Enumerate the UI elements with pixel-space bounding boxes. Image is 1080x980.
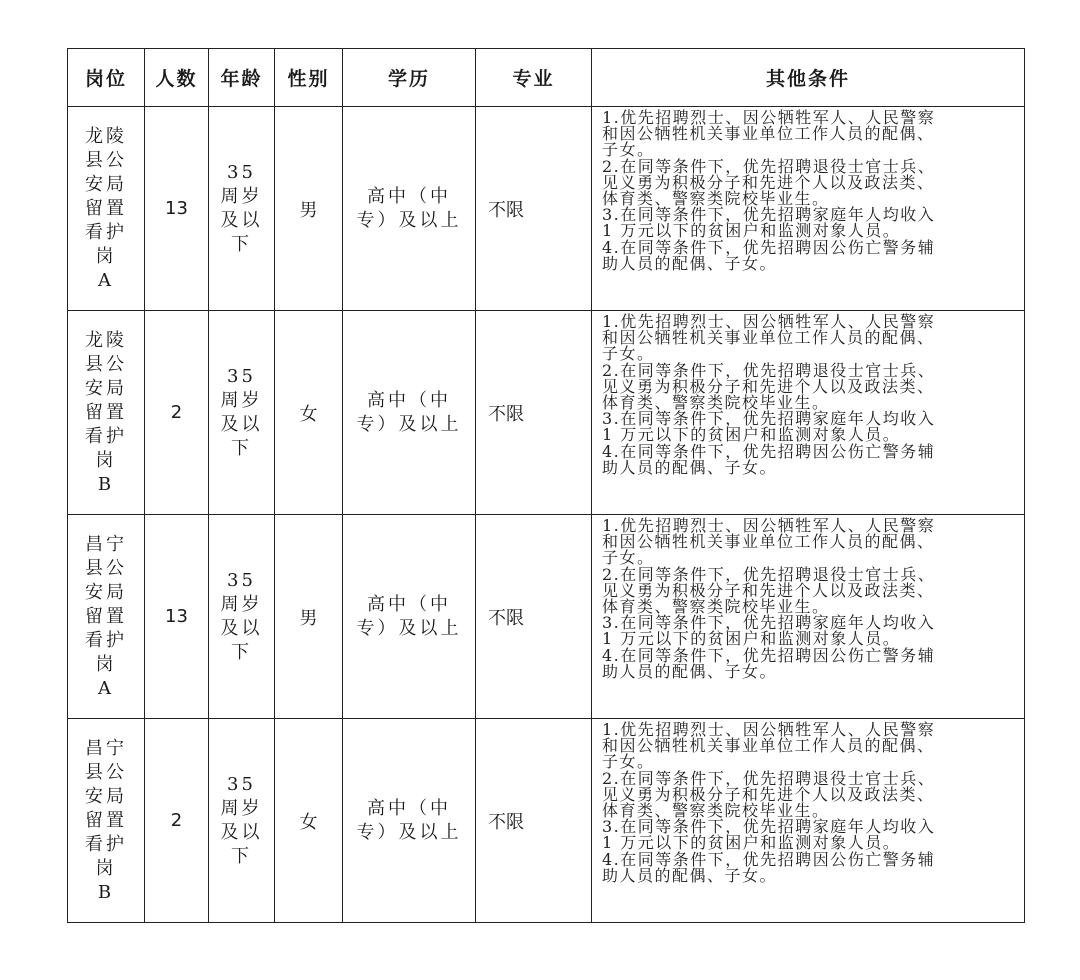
- condition-line: 1 万元以下的贫困户和监测对象人员。: [602, 629, 901, 649]
- gender-cell: [275, 107, 343, 311]
- education-cell: [343, 515, 476, 719]
- count-cell: [145, 107, 209, 311]
- post-name: 昌宁县公安局留置看护岗 A: [85, 533, 127, 699]
- condition-line: 4.在同等条件下，优先招聘因公伤亡警务辅: [602, 645, 936, 665]
- condition-line: 和因公牺牲机关事业单位工作人员的配偶、: [602, 736, 935, 756]
- education-requirement: 高中（中专）及以上: [356, 185, 462, 231]
- major-cell: [476, 515, 592, 719]
- post-cell: [68, 515, 145, 719]
- header-education: 学历: [343, 49, 476, 107]
- gender-value: 女: [299, 811, 318, 833]
- age-cell: [209, 719, 275, 923]
- condition-line: 见义勇为积极分子和先进个人以及政法类、: [602, 172, 935, 192]
- conditions-cell: [592, 515, 1025, 719]
- count-value: 13: [165, 198, 188, 219]
- condition-line: 和因公牺牲机关事业单位工作人员的配偶、: [602, 124, 935, 144]
- count-value: 13: [165, 606, 188, 627]
- gender-cell: [275, 515, 343, 719]
- condition-line: 助人员的配偶、子女。: [602, 253, 778, 273]
- condition-line: 3.在同等条件下，优先招聘家庭年人均收入: [602, 205, 936, 225]
- education-requirement: 高中（中专）及以上: [356, 389, 462, 435]
- education-cell: [343, 107, 476, 311]
- education-requirement: 高中（中专）及以上: [356, 593, 462, 639]
- condition-line: 2.在同等条件下，优先招聘退役士官士兵、: [602, 564, 936, 584]
- table-row: [68, 107, 1025, 311]
- post-name: 昌宁县公安局留置看护岗 B: [85, 737, 127, 903]
- condition-line: 体育类、警察类院校毕业生。: [602, 597, 830, 617]
- post-name: 龙陵县公安局留置看护岗 A: [85, 125, 127, 291]
- gender-value: 男: [299, 607, 318, 629]
- major-cell: [476, 311, 592, 515]
- gender-value: 女: [299, 403, 318, 425]
- gender-value: 男: [299, 199, 318, 221]
- condition-line: 见义勇为积极分子和先进个人以及政法类、: [602, 580, 935, 600]
- condition-line: 2.在同等条件下，优先招聘退役士官士兵、: [602, 156, 936, 176]
- condition-line: 体育类、警察类院校毕业生。: [602, 801, 830, 821]
- header-conditions: 其他条件: [592, 49, 1025, 107]
- condition-line: 助人员的配偶、子女。: [602, 661, 778, 681]
- major-requirement: 不限: [488, 199, 524, 221]
- table-row: [68, 719, 1025, 923]
- condition-line: 体育类、警察类院校毕业生。: [602, 393, 830, 413]
- condition-line: 3.在同等条件下，优先招聘家庭年人均收入: [602, 817, 936, 837]
- recruitment-table: [67, 48, 1025, 923]
- count-cell: [145, 515, 209, 719]
- gender-cell: [275, 719, 343, 923]
- major-requirement: 不限: [488, 403, 524, 425]
- condition-line: 子女。: [602, 548, 655, 568]
- header-post: 岗位: [68, 49, 145, 107]
- conditions-cell: [592, 311, 1025, 515]
- condition-line: 助人员的配偶、子女。: [602, 457, 778, 477]
- conditions-cell: [592, 719, 1025, 923]
- condition-line: 子女。: [602, 344, 655, 364]
- age-cell: [209, 311, 275, 515]
- condition-line: 子女。: [602, 752, 655, 772]
- condition-line: 体育类、警察类院校毕业生。: [602, 189, 830, 209]
- condition-line: 3.在同等条件下，优先招聘家庭年人均收入: [602, 409, 936, 429]
- post-cell: [68, 719, 145, 923]
- condition-line: 子女。: [602, 140, 655, 160]
- condition-line: 1.优先招聘烈士、因公牺牲军人、人民警察: [602, 312, 936, 331]
- education-cell: [343, 311, 476, 515]
- table-header-row: [68, 49, 1025, 107]
- major-cell: [476, 719, 592, 923]
- condition-line: 1 万元以下的贫困户和监测对象人员。: [602, 425, 901, 445]
- major-cell: [476, 107, 592, 311]
- age-requirement: 35 周岁及以下: [220, 161, 263, 255]
- table-row: [68, 311, 1025, 515]
- condition-line: 4.在同等条件下，优先招聘因公伤亡警务辅: [602, 441, 936, 461]
- condition-line: 见义勇为积极分子和先进个人以及政法类、: [602, 376, 935, 396]
- table-row: [68, 515, 1025, 719]
- condition-line: 1.优先招聘烈士、因公牺牲军人、人民警察: [602, 720, 936, 739]
- education-requirement: 高中（中专）及以上: [356, 797, 462, 843]
- age-requirement: 35 周岁及以下: [220, 365, 263, 459]
- condition-line: 见义勇为积极分子和先进个人以及政法类、: [602, 784, 935, 804]
- count-value: 2: [170, 402, 183, 423]
- gender-cell: [275, 311, 343, 515]
- condition-line: 1 万元以下的贫困户和监测对象人员。: [602, 221, 901, 241]
- count-cell: [145, 719, 209, 923]
- count-cell: [145, 311, 209, 515]
- age-cell: [209, 515, 275, 719]
- header-gender: 性别: [275, 49, 343, 107]
- header-count: 人数: [145, 49, 209, 107]
- count-value: 2: [170, 810, 183, 831]
- condition-line: 和因公牺牲机关事业单位工作人员的配偶、: [602, 532, 935, 552]
- post-name: 龙陵县公安局留置看护岗 B: [85, 329, 127, 495]
- post-cell: [68, 311, 145, 515]
- condition-line: 4.在同等条件下，优先招聘因公伤亡警务辅: [602, 849, 936, 869]
- age-requirement: 35 周岁及以下: [220, 773, 263, 867]
- condition-line: 1.优先招聘烈士、因公牺牲军人、人民警察: [602, 108, 936, 127]
- post-cell: [68, 107, 145, 311]
- condition-line: 助人员的配偶、子女。: [602, 865, 778, 885]
- major-requirement: 不限: [488, 811, 524, 833]
- condition-line: 2.在同等条件下，优先招聘退役士官士兵、: [602, 768, 936, 788]
- conditions-cell: [592, 107, 1025, 311]
- condition-line: 4.在同等条件下，优先招聘因公伤亡警务辅: [602, 237, 936, 257]
- major-requirement: 不限: [488, 607, 524, 629]
- header-major: 专业: [476, 49, 592, 107]
- condition-line: 和因公牺牲机关事业单位工作人员的配偶、: [602, 328, 935, 348]
- age-requirement: 35 周岁及以下: [220, 569, 263, 663]
- education-cell: [343, 719, 476, 923]
- header-age: 年龄: [209, 49, 275, 107]
- condition-line: 1.优先招聘烈士、因公牺牲军人、人民警察: [602, 516, 936, 535]
- condition-line: 3.在同等条件下，优先招聘家庭年人均收入: [602, 613, 936, 633]
- condition-line: 1 万元以下的贫困户和监测对象人员。: [602, 833, 901, 853]
- condition-line: 2.在同等条件下，优先招聘退役士官士兵、: [602, 360, 936, 380]
- age-cell: [209, 107, 275, 311]
